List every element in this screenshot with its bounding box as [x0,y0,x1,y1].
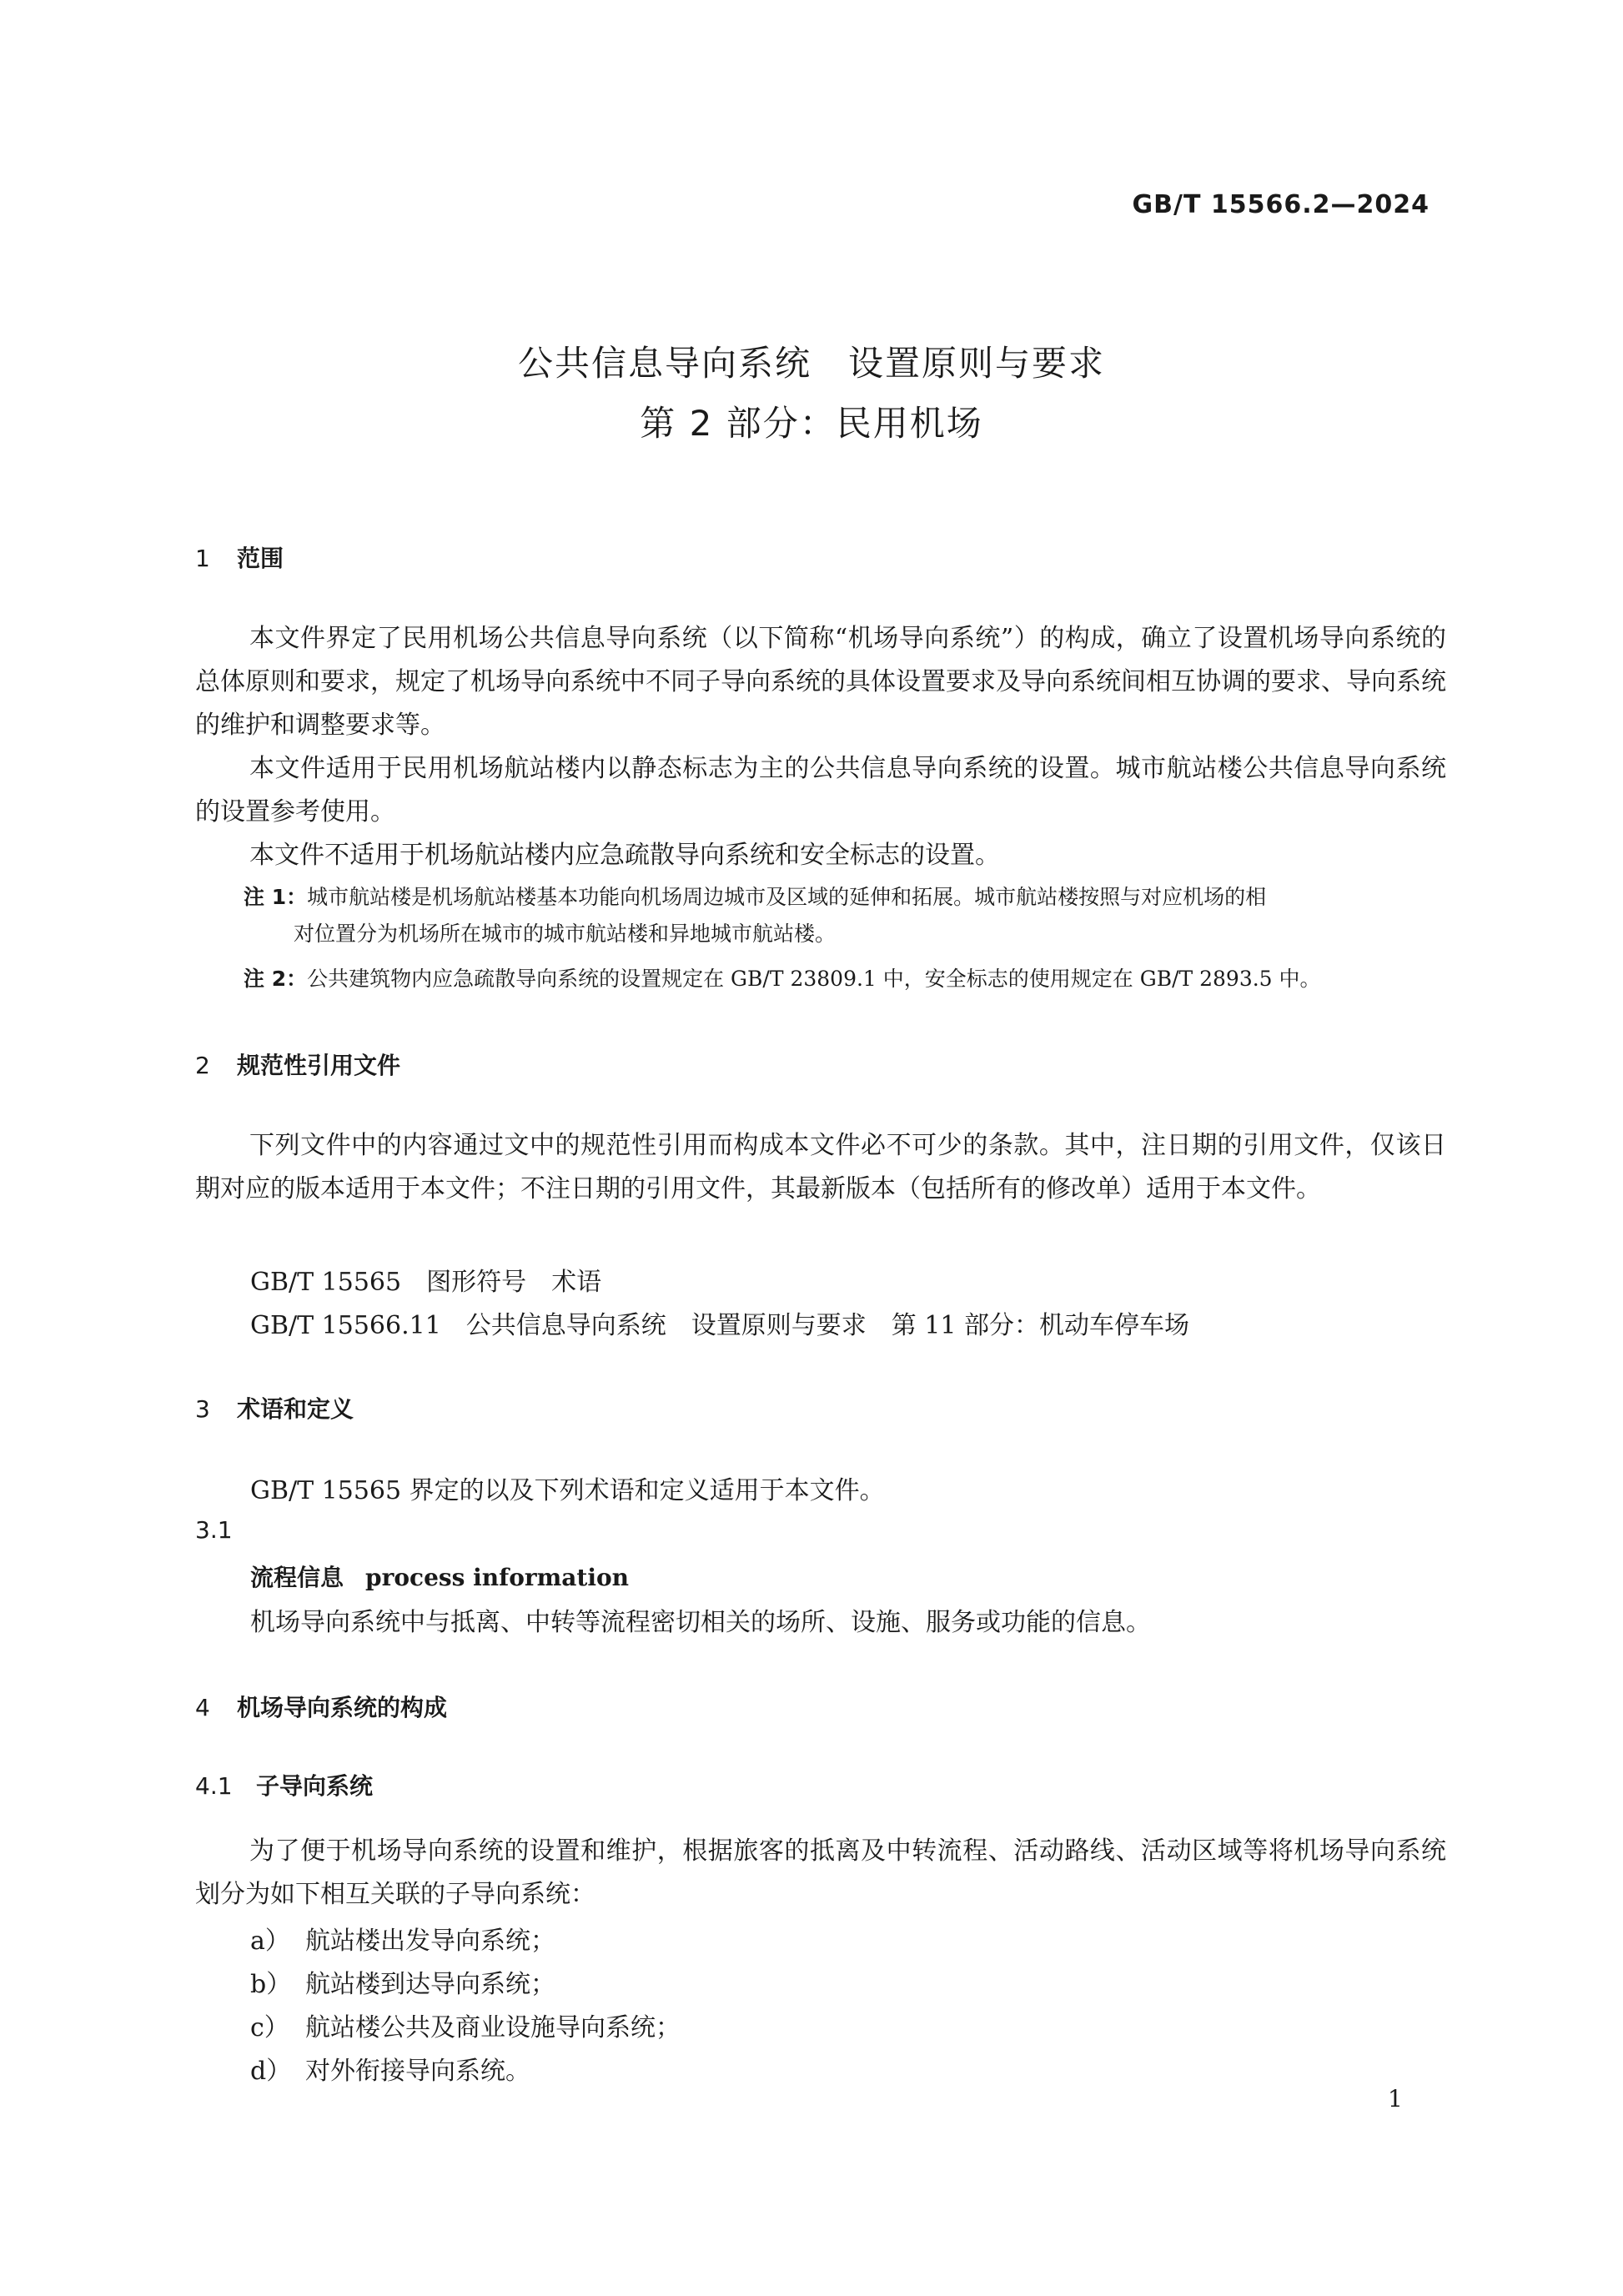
section-4-number: 4 [195,1694,210,1721]
note-1 [244,879,1453,952]
list-item-marker: d） [250,2057,292,2086]
section-4-paragraph-1: 为了便于机场导向系统的设置和维护，根据旅客的抵离及中转流程、活动路线、活动区域等将机场导向系统划分为如下相互关联的子导向系统： [195,1836,1446,1909]
term-chinese: 流程信息 [250,1564,344,1591]
term-entry [250,1560,629,1593]
section-3-number: 3 [195,1395,210,1423]
term-definition: 机场导向系统中与抵离、中转等流程密切相关的场所、设施、服务或功能的信息。 [250,1608,1151,1637]
reference-2: GB/T 15566.11 公共信息导向系统 设置原则与要求 第 11 部分：机动车停车场 [250,1311,1190,1340]
list-item [250,2050,530,2087]
list-item [250,1963,555,2000]
section-2-paragraph-1: 下列文件中的内容通过文中的规范性引用而构成本文件必不可少的条款。其中，注日期的引用文件，仅该日期对应的版本适用于本文件；不注日期的引用文件，其最新版本（包括所有的修改单）适用于本文件。 [195,1131,1446,1203]
section-4-title: 机场导向系统的构成 [237,1694,448,1721]
list-item-marker: c） [250,2013,289,2042]
section-3-intro: GB/T 15565 界定的以及下列术语和定义适用于本文件。 [250,1476,885,1505]
section-1-paragraph-2: 本文件适用于民用机场航站楼内以静态标志为主的公共信息导向系统的设置。城市航站楼公共信息导向系统的设置参考使用。 [195,754,1446,826]
section-2-heading [195,1048,400,1081]
section-4-heading [195,1690,447,1723]
section-2-title: 规范性引用文件 [237,1052,401,1079]
section-3-title: 术语和定义 [237,1395,354,1423]
note-2-label: 注 2： [244,967,308,991]
note-1-line-2: 对位置分为机场所在城市的城市航站楼和异地城市航站楼。 [294,922,837,946]
note-2 [244,961,1453,997]
note-1-line-1: 城市航站楼是机场航站楼基本功能向机场周边城市及区域的延伸和拓展。城市航站楼按照与对应机场的相 [307,885,1267,909]
list-item-text: 航站楼到达导向系统； [305,1970,555,1999]
note-2-text: 公共建筑物内应急疏散导向系统的设置规定在 GB/T 23809.1 中，安全标志的使用规定在 GB/T 2893.5 中。 [307,967,1321,991]
section-1-paragraph-1: 本文件界定了民用机场公共信息导向系统（以下简称“机场导向系统”）的构成，确立了设置机场导向系统的总体原则和要求，规定了机场导向系统中不同子导向系统的具体设置要求及导向系统间相互协调的要求、导向系统的维护和调整要求等。 [195,624,1446,740]
subsection-4-1-title: 子导向系统 [256,1772,374,1800]
list-item-marker: b） [250,1970,292,1999]
page-number: 1 [1388,2085,1403,2113]
note-1-label: 注 1： [244,885,308,909]
section-1-title: 范围 [237,545,284,572]
list-item-text: 对外衔接导向系统。 [305,2057,530,2086]
list-item-marker: a） [250,1927,290,1956]
document-title-line1: 公共信息导向系统 设置原则与要求 [517,343,1105,384]
list-item-text: 航站楼出发导向系统； [305,1927,555,1956]
term-number: 3.1 [195,1516,233,1544]
document-title-line2: 第 2 部分：民用机场 [640,403,983,444]
standard-code: GB/T 15566.2—2024 [1132,190,1430,219]
section-3-heading [195,1391,354,1424]
section-1-number: 1 [195,545,210,572]
section-1-paragraph-3: 本文件不适用于机场航站楼内应急疏散导向系统和安全标志的设置。 [249,841,1000,870]
list-item [250,1920,555,1957]
term-english: process information [365,1564,629,1591]
list-item-text: 航站楼公共及商业设施导向系统； [305,2013,681,2042]
section-2-number: 2 [195,1052,210,1079]
section-1-heading [195,540,284,574]
subsection-4-1-number: 4.1 [195,1772,233,1800]
subsection-4-1-heading [195,1768,373,1801]
list-item [250,2007,681,2043]
reference-1: GB/T 15565 图形符号 术语 [250,1268,602,1297]
